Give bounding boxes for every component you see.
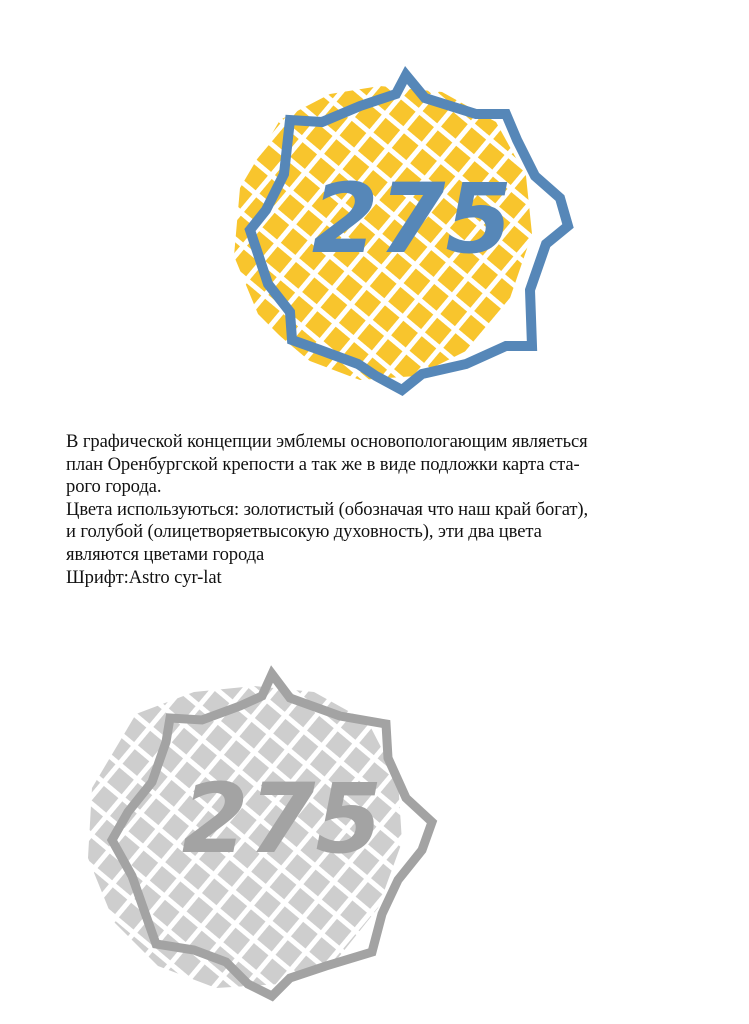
description-line: и голубой (олицетворяетвысокую духовность), эти два цвета [66,521,542,543]
emblem-number: 275 [181,763,383,875]
description-line: Цвета используються: золотистый (обозначая что наш край богат), [66,498,589,520]
description-line: Шрифт:Astro cyr-lat [66,566,222,588]
emblem-description [66,431,749,589]
description-line: план Оренбургской крепости а так же в виде подложки карта ста- [66,453,580,475]
emblem-color [210,58,580,403]
description-line: являются цветами города [66,543,265,565]
emblem-number: 275 [311,163,513,275]
description-line: рого города. [66,476,162,498]
description-line: В графической концепции эмблемы основопологающим являеться [66,431,588,452]
emblem-monochrome [76,662,446,1007]
